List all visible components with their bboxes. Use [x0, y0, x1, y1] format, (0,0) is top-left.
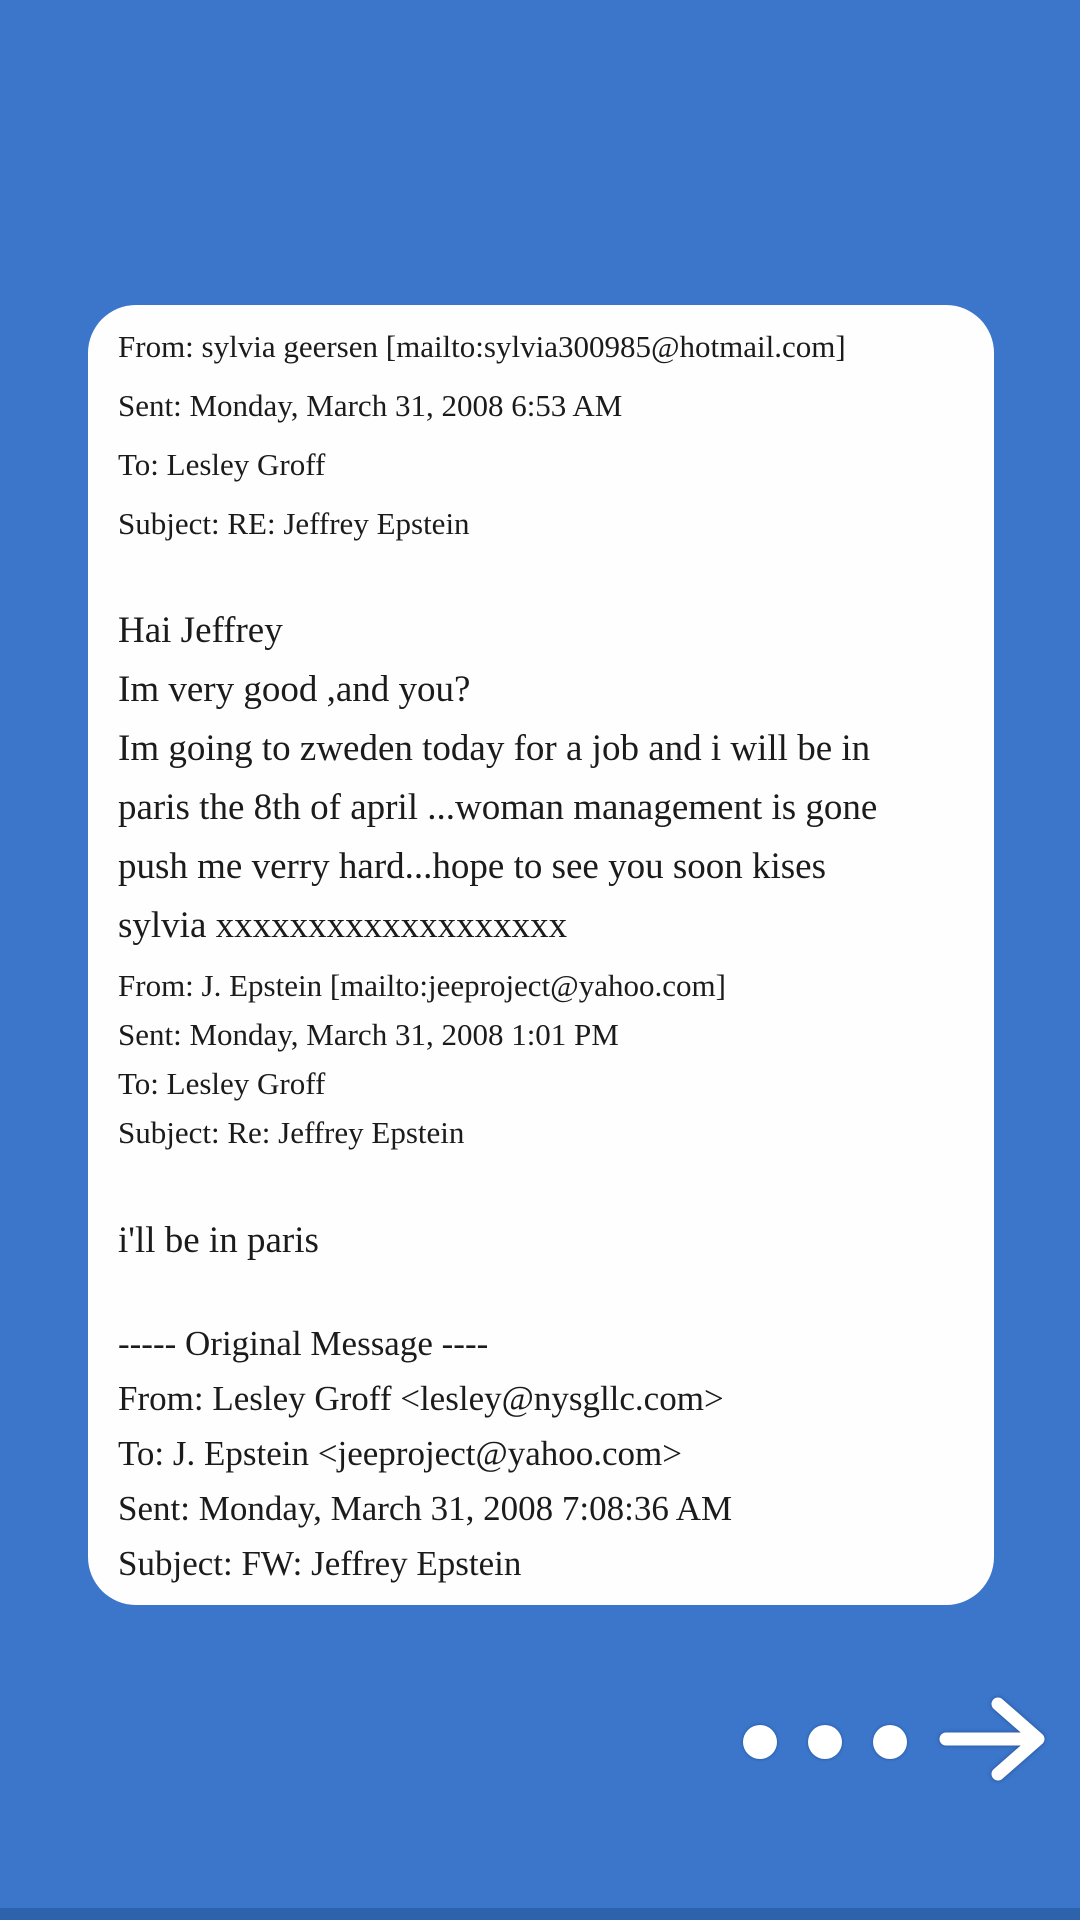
- email1-sent-line: Sent: Monday, March 31, 2008 6:53 AM: [118, 388, 623, 423]
- email1-to-line: To: Lesley Groff: [118, 447, 326, 482]
- email1-body-signature-line: sylvia xxxxxxxxxxxxxxxxxxx: [118, 905, 568, 946]
- email2-from-line: From: J. Epstein [mailto:jeeproject@yahoo.com]: [118, 968, 726, 1003]
- email1-body-line: Im very good ,and you?: [118, 669, 471, 710]
- background-footer-strip: [0, 1908, 1080, 1920]
- original-message-separator: ----- Original Message ----: [118, 1324, 489, 1363]
- email1-header: [118, 317, 966, 553]
- email2-body-line: i'll be in paris: [118, 1220, 319, 1261]
- email3-subject-line: Subject: FW: Jeffrey Epstein: [118, 1544, 522, 1583]
- email2-header: [118, 961, 966, 1157]
- email1-body-line: Im going to zweden today for a job and i will be in: [118, 728, 871, 769]
- email2-subject-line: Subject: Re: Jeffrey Epstein: [118, 1115, 465, 1150]
- next-arrow-button[interactable]: [938, 1696, 1054, 1782]
- email1-body-line: push me verry hard...hope to see you soon kises: [118, 846, 827, 887]
- email2-to-line: To: Lesley Groff: [118, 1066, 326, 1101]
- pagination-dots: [743, 1725, 907, 1759]
- email1-from-line: From: sylvia geersen [mailto:sylvia300985@hotmail.com]: [118, 329, 846, 364]
- pagination-dot-1[interactable]: [743, 1725, 777, 1759]
- email1-body-line: paris the 8th of april ...woman management is gone: [118, 787, 878, 828]
- email3-from-line: From: Lesley Groff <lesley@nysgllc.com>: [118, 1379, 724, 1418]
- right-arrow-icon: [938, 1696, 1054, 1782]
- pagination-dot-2[interactable]: [808, 1725, 842, 1759]
- email2-body: [118, 1211, 966, 1270]
- original-message-block: [118, 1316, 966, 1591]
- email1-body-line: Hai Jeffrey: [118, 610, 283, 651]
- pagination-dot-3[interactable]: [873, 1725, 907, 1759]
- email3-sent-line: Sent: Monday, March 31, 2008 7:08:36 AM: [118, 1489, 733, 1528]
- email1-body: [118, 601, 966, 955]
- email1-subject-line: Subject: RE: Jeffrey Epstein: [118, 506, 470, 541]
- email3-to-line: To: J. Epstein <jeeproject@yahoo.com>: [118, 1434, 682, 1473]
- email2-sent-line: Sent: Monday, March 31, 2008 1:01 PM: [118, 1017, 619, 1052]
- email-card: [88, 305, 994, 1605]
